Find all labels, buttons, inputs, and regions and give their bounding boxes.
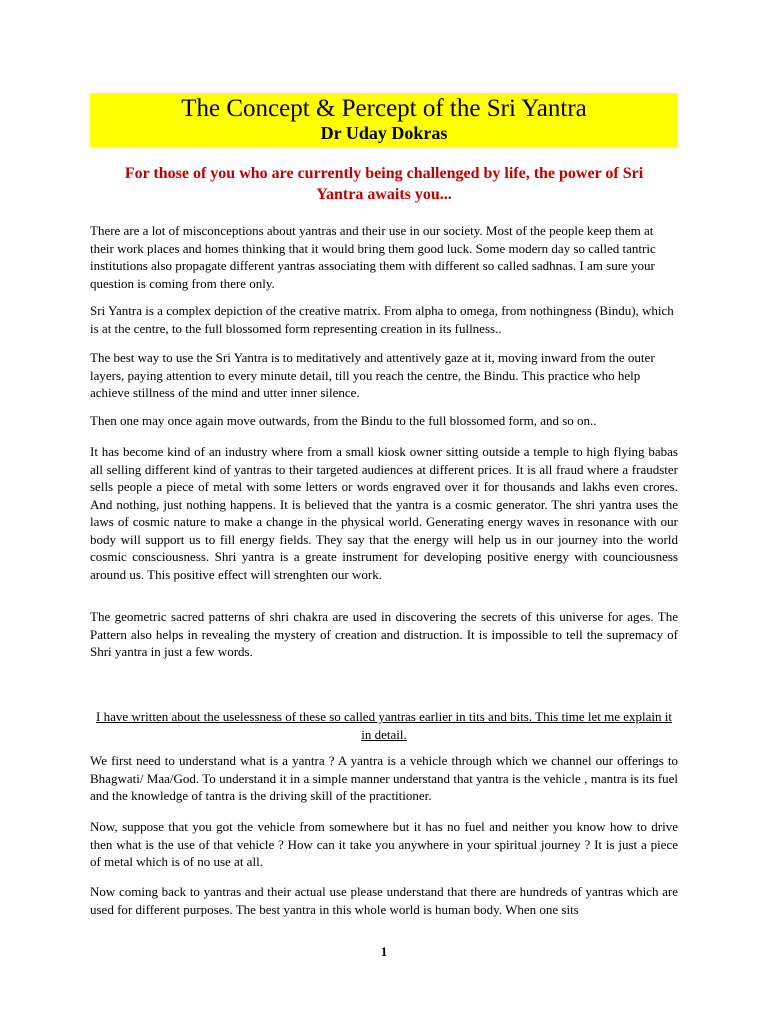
document-title: The Concept & Percept of the Sri Yantra: [181, 95, 587, 122]
paragraph-8: Now, suppose that you got the vehicle from somewhere but it has no fuel and neither you know how to drive then what is the use of that vehicle ? How can it take you anywhere in your spiritual journey ? It is just a piece of metal which is of no use at all.: [90, 819, 678, 869]
paragraph-5: It has become kind of an industry where from a small kiosk owner sitting outside a temple to high flying babas all selling different kind of yantras to their targeted audiences at different prices. It is all fraud where a fraudster sells people a piece of metal with some letters or words engraved over it for thousands and lakhs even crores. And nothing, just nothing happens. It is believed that the yantra is a cosmic generator. The shri yantra uses the laws of cosmic nature to make a change in the physical world. Generating energy waves in resonance with our body will support us to fill energy fields. They say that the energy will help us in our journey into the world cosmic consciousness. Shri yantra is a greate instrument for developing positive energy with counciousness around us. This positive effect will strenghten our work.: [90, 444, 678, 582]
underlined-note: I have written about the uselessness of these so called yantras earlier in tits and bits. This time let me explain it in detail.: [96, 709, 672, 742]
document-subtitle: For those of you who are currently being challenged by life, the power of Sri Yantra awaits you...: [124, 165, 644, 203]
paragraph-9: Now coming back to yantras and their actual use please understand that there are hundreds of yantras which are used for different purposes. The best yantra in this whole world is human body. When one sits: [90, 884, 678, 917]
paragraph-2: Sri Yantra is a complex depiction of the creative matrix. From alpha to omega, from nothingness (Bindu), which is at the centre, to the full blossomed form representing creation in its fullness..: [90, 303, 674, 336]
document-author: Dr Uday Dokras: [320, 123, 448, 143]
paragraph-6: The geometric sacred patterns of shri chakra are used in discovering the secrets of this universe for ages. The Pattern also helps in revealing the mystery of creation and distruction. It is impossible to tell the supremacy of Shri yantra in just a few words.: [90, 609, 678, 659]
paragraph-3: The best way to use the Sri Yantra is to meditatively and attentively gaze at it, moving inward from the outer layers, paying attention to every minute detail, till you reach the centre, the Bindu. This practice who help achieve stillness of the mind and utter inner silence.: [90, 350, 655, 400]
title-banner: [90, 93, 678, 147]
paragraph-7: We first need to understand what is a yantra ? A yantra is a vehicle through which we channel our offerings to Bhagwati/ Maa/God. To understand it in a simple manner understand that yantra is the vehicle , mantra is its fuel and the knowledge of tantra is the driving skill of the practitioner.: [90, 753, 678, 803]
paragraph-4: Then one may once again move outwards, from the Bindu to the full blossomed form, and so on..: [90, 413, 597, 428]
paragraph-1: There are a lot of misconceptions about yantras and their use in our society. Most of the people keep them at their work places and homes thinking that it would bring them good luck. Some modern day so called tantric institutions also propagate different yantras associating them with different so called sadhnas. I am sure your question is coming from there only.: [90, 223, 656, 291]
page-number: 1: [380, 944, 388, 959]
